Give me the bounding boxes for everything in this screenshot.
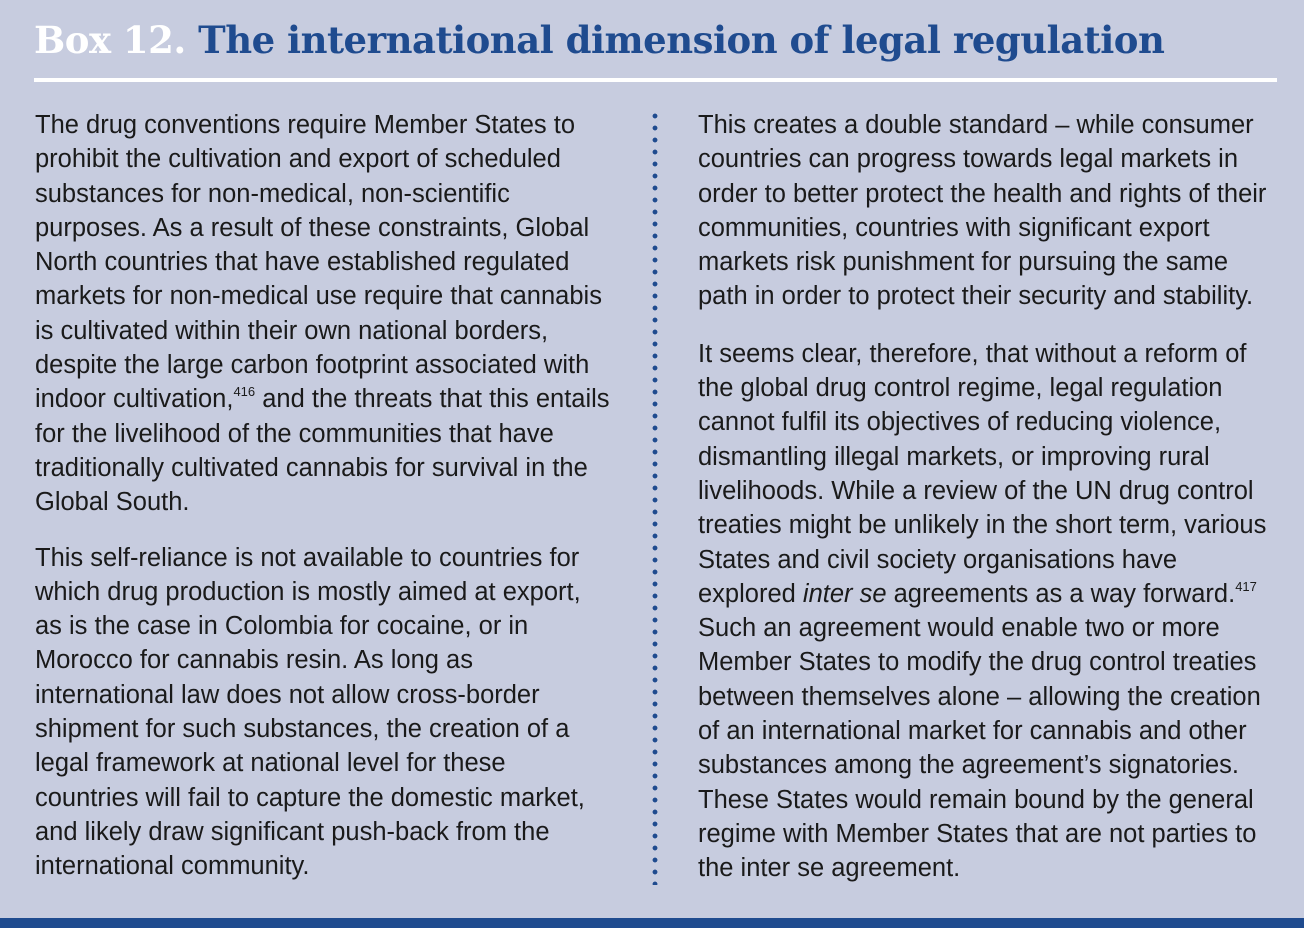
left-p1-text: The drug conventions require Member States to prohibit the cultivation and export of scheduled substances for non-medical, non-scientific purposes. As a result of these constraints, Global North countries that have established regulated markets for non-medical use require that cannabis is cultivated within their own national borders, despite the large carbon footprint associated with indoor cultivation,	[35, 111, 602, 414]
box-title	[34, 18, 1164, 62]
column-divider-dotted	[652, 110, 658, 885]
right-column	[698, 108, 1277, 886]
left-paragraph-2: This self-reliance is not available to countries for which drug production is mostly aimed at export, as is the case in Colombia for cocaine, or in Morocco for cannabis resin. As long as international law does not allow cross-border shipment for such substances, the creation of a legal framework at national level for these countries will fail to capture the domestic market, and likely draw significant push-back from the international community.	[35, 543, 585, 881]
footnote-ref-417[interactable]: 417	[1235, 578, 1257, 594]
left-p1-text-end: and the threats that this entails for the livelihood of the communities that have traditionally cultivated cannabis for survival in the Global South.	[35, 385, 610, 517]
right-paragraph-1: This creates a double standard – while consumer countries can progress towards legal markets in order to better protect the health and rights of their communities, countries with significant export markets risk punishment for pursuing the same path in order to protect their security and stability.	[698, 111, 1267, 311]
left-column	[35, 108, 613, 884]
right-p2-text-end: Such an agreement would enable two or more Member States to modify the drug control treaties between themselves alone – allowing the creation of an international market for cannabis and other substances among the agreement’s signatories. These States would remain bound by the general regime with Member States that are not parties to the inter se agreement.	[698, 614, 1261, 883]
box-heading: The international dimension of legal regulation	[198, 18, 1165, 62]
box-label: Box 12.	[34, 18, 186, 62]
left-paragraph-1	[35, 108, 613, 520]
title-divider	[34, 78, 1277, 82]
bottom-accent-bar	[0, 918, 1304, 928]
right-p2-text-mid: agreements as a way forward.	[886, 579, 1236, 608]
footnote-ref-416[interactable]: 416	[233, 384, 256, 400]
right-paragraph-2	[698, 337, 1277, 886]
right-p2-text-start: It seems clear, therefore, that without a reform of the global drug control regime, legal regulation cannot fulfil its objectives of reducing violence, dismantling illegal markets, or improving rural livelihoods. While a review of the UN drug control treaties might be unlikely in the short term, various States and civil society organisations have explored	[698, 339, 1267, 608]
inter-se-emphasis: inter se	[802, 579, 887, 608]
